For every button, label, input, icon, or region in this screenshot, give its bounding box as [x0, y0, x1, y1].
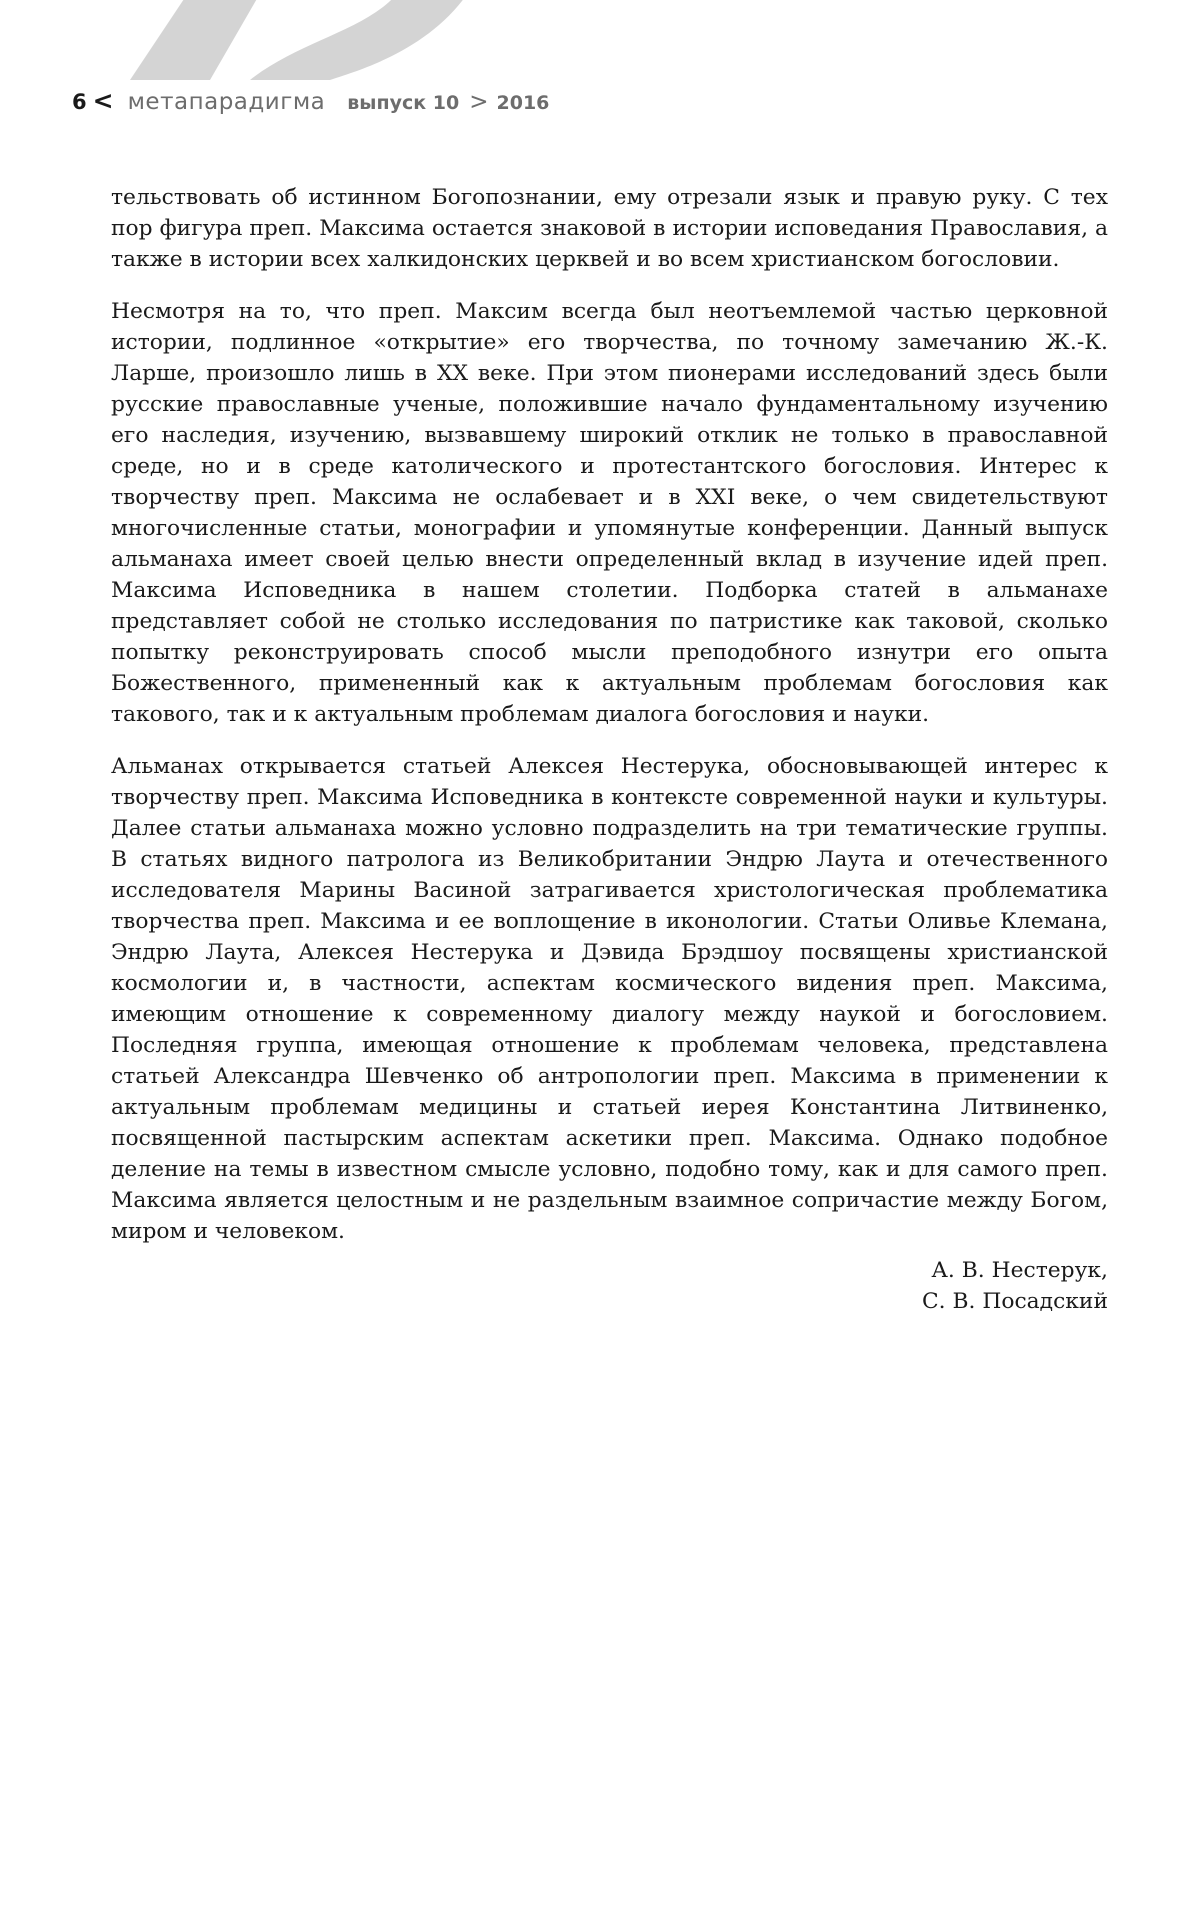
paragraph-3: Альманах открывается статьей Алексея Нестерука, обосновывающей интерес к творчеству преп. Максима Исповедника в контексте современной науки и культуры. Далее статьи альманаха можно условно подразделить на три тематические группы. В статьях видного патролога из Великобритании Эндрю Лаута и отечественного исследователя Марины Васиной затрагивается христологическая проблематика творчества преп. Максима и ее воплощение в иконологии. Статьи Оливье Клемана, Эндрю Лаута, Алексея Нестерука и Дэвида Брэдшоу посвящены христианской космологии и, в частности, аспектам космического видения преп. Максима, имеющим отношение к современному диалогу между наукой и богословием. Последняя группа, имеющая отношение к проблемам человека, представлена статьей Александра Шевченко об антропологии преп. Максима в применении к актуальным проблемам медицины и статьей иерея Константина Литвиненко, посвященной пастырским аспектам аскетики преп. Максима. Однако подобное деление на темы в известном смысле условно, подобно тому, как и для самого преп. Максима является целостным и не раздельным взаимное сопричастие между Богом, миром и человеком. [111, 754, 1108, 1244]
watermark-shape [0, 0, 1200, 80]
journal-name: метапарадигма [127, 89, 326, 115]
paragraph-1: тельствовать об истинном Богопознании, ему отрезали язык и правую руку. С тех пор фигура преп. Максима остается знаковой в истории исповедания Православия, а также в истории всех халкидонских церквей и во всем христианском богословии. [111, 185, 1108, 272]
issue-label: выпуск 10 [347, 92, 460, 114]
signature-author-1: А. В. Нестерук, [931, 1258, 1108, 1283]
decorative-watermark-glyph [0, 0, 1200, 80]
issue-year: 2016 [496, 92, 550, 114]
paragraph-2: Несмотря на то, что преп. Максим всегда был неотъемлемой частью церковной истории, подлинное «открытие» его творчества, по точному замечанию Ж.-К. Ларше, произошло лишь в XX веке. При этом пионерами исследований здесь были русские православные ученые, положившие начало фундаментальному изучению его наследия, изучению, вызвавшему широкий отклик не только в православной среде, но и в среде католического и протестантского богословия. Интерес к творчеству преп. Максима не ослабевает и в XXI веке, о чем свидетельствуют многочисленные статьи, монографии и упомянутые конференции. Данный выпуск альманаха имеет своей целью внести определенный вклад в изучение идей преп. Максима Исповедника в нашем столетии. Подборка статей в альманахе представляет собой не столько исследования по патристике как таковой, сколько попытку реконструировать способ мысли преподобного изнутри его опыта Божественного, примененный как к актуальным проблемам богословия как такового, так и к актуальным проблемам диалога богословия и науки. [111, 299, 1108, 727]
page-number: 6 [72, 90, 87, 114]
watermark-curve [250, 0, 470, 80]
right-chevron-icon: > [469, 89, 489, 115]
running-header [72, 86, 549, 116]
author-signature [922, 1255, 1108, 1317]
signature-author-2: С. В. Посадский [921, 1289, 1108, 1314]
left-chevron-icon: < [92, 86, 114, 115]
article-body [111, 182, 1108, 1268]
watermark-left-stroke [130, 0, 262, 80]
